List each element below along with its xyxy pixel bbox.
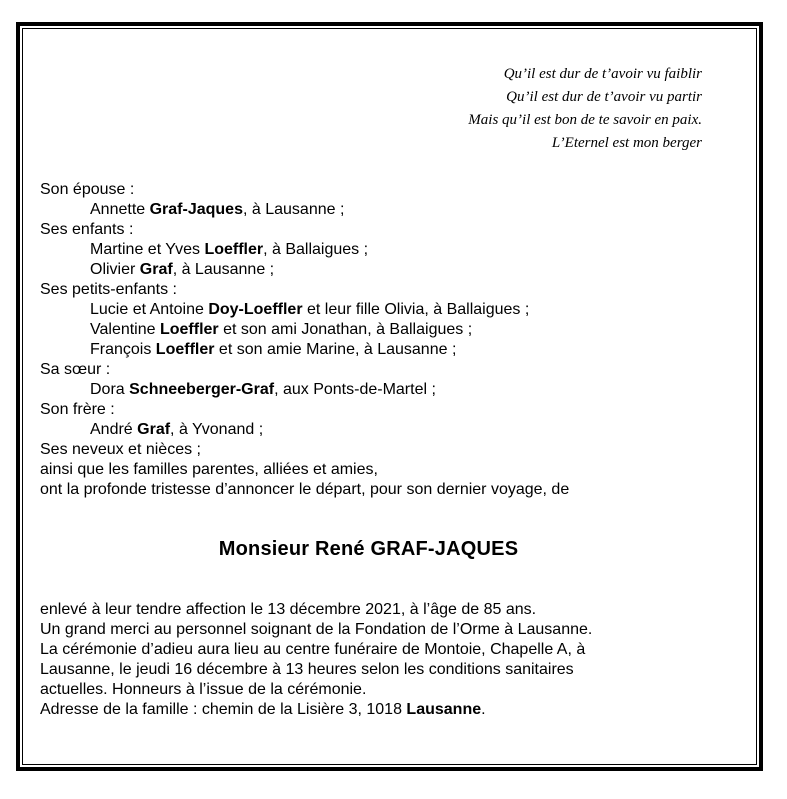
text-segment: Ses petits-enfants : bbox=[40, 281, 177, 298]
text-segment: Olivier bbox=[90, 261, 140, 278]
family-line bbox=[40, 440, 756, 460]
name-emphasis: Loeffler bbox=[159, 321, 219, 338]
text-segment: Adresse de la famille : chemin de la Lisière 3, 1018 bbox=[40, 701, 407, 718]
memorial-verse bbox=[23, 63, 702, 155]
family-line bbox=[40, 180, 756, 200]
text-segment: , aux Ponts-de-Martel ; bbox=[274, 381, 436, 398]
text-segment: et leur fille Olivia, à Ballaigues ; bbox=[302, 301, 530, 318]
text-segment: L’Eternel est mon berger bbox=[551, 135, 702, 151]
text-segment: Qu’il est dur de t’avoir vu faiblir bbox=[503, 66, 702, 82]
text-segment: Son épouse : bbox=[40, 181, 135, 198]
text-segment: André bbox=[90, 421, 138, 438]
name-emphasis: Loeffler bbox=[204, 241, 264, 258]
text-segment: , à Lausanne ; bbox=[172, 261, 275, 278]
verse-line bbox=[23, 86, 702, 109]
deceased-name-title: Monsieur René GRAF-JAQUES bbox=[218, 538, 519, 560]
text-segment: Mais qu’il est bon de te savoir en paix. bbox=[468, 112, 702, 128]
text-segment: enlevé à leur tendre affection le 13 décembre 2021, à l’âge de 85 ans. bbox=[40, 601, 537, 618]
family-line bbox=[40, 340, 756, 360]
family-line bbox=[40, 420, 756, 440]
text-segment: et son amie Marine, à Lausanne ; bbox=[214, 341, 457, 358]
details-line bbox=[40, 640, 756, 660]
text-segment: , à Yvonand ; bbox=[170, 421, 264, 438]
verse-line bbox=[23, 63, 702, 86]
name-emphasis: Graf-Jaques bbox=[149, 201, 243, 218]
family-line bbox=[40, 240, 756, 260]
text-segment: Lucie et Antoine bbox=[90, 301, 209, 318]
details-line bbox=[40, 660, 756, 680]
verse-line bbox=[23, 132, 702, 155]
verse-line bbox=[23, 109, 702, 132]
text-segment: Un grand merci au personnel soignant de la Fondation de l’Orme à Lausanne. bbox=[40, 621, 593, 638]
family-line bbox=[40, 300, 756, 320]
text-segment: ainsi que les familles parentes, alliées et amies, bbox=[40, 461, 378, 478]
text-segment: Sa sœur : bbox=[40, 361, 111, 378]
text-segment: et son ami Jonathan, à Ballaigues ; bbox=[218, 321, 473, 338]
text-segment: Son frère : bbox=[40, 401, 115, 418]
text-segment: . bbox=[481, 701, 486, 718]
text-segment: Ses enfants : bbox=[40, 221, 134, 238]
text-segment: , à Lausanne ; bbox=[242, 201, 345, 218]
family-line bbox=[40, 280, 756, 300]
text-segment: actuelles. Honneurs à l’issue de la cérémonie. bbox=[40, 681, 367, 698]
family-line bbox=[40, 460, 756, 480]
text-segment: Ses neveux et nièces ; bbox=[40, 441, 201, 458]
details-line bbox=[40, 700, 756, 720]
document-inner-frame bbox=[22, 28, 757, 765]
family-line bbox=[40, 380, 756, 400]
details-line bbox=[40, 620, 756, 640]
text-segment: François bbox=[90, 341, 156, 358]
name-emphasis: Graf bbox=[139, 261, 173, 278]
text-segment: Valentine bbox=[90, 321, 160, 338]
text-segment: La cérémonie d’adieu aura lieu au centre funéraire de Montoie, Chapelle A, à bbox=[40, 641, 586, 658]
family-line bbox=[40, 220, 756, 240]
text-segment: Annette bbox=[90, 201, 150, 218]
name-emphasis: Graf bbox=[137, 421, 171, 438]
name-emphasis: Loeffler bbox=[155, 341, 215, 358]
family-line bbox=[40, 400, 756, 420]
name-emphasis: Schneeberger-Graf bbox=[129, 381, 275, 398]
text-segment: ont la profonde tristesse d’annoncer le départ, pour son dernier voyage, de bbox=[40, 481, 570, 498]
family-list bbox=[40, 180, 756, 500]
family-line bbox=[40, 320, 756, 340]
family-line bbox=[40, 480, 756, 500]
name-emphasis: Doy-Loeffler bbox=[208, 301, 303, 318]
family-line bbox=[40, 200, 756, 220]
text-segment: Martine et Yves bbox=[90, 241, 205, 258]
text-segment: Lausanne, le jeudi 16 décembre à 13 heures selon les conditions sanitaires bbox=[40, 661, 574, 678]
details-line bbox=[40, 600, 756, 620]
document-frame bbox=[16, 22, 763, 771]
ceremony-details bbox=[40, 600, 756, 720]
name-emphasis: Lausanne bbox=[406, 701, 482, 718]
text-segment: Dora bbox=[90, 381, 130, 398]
text-segment: Qu’il est dur de t’avoir vu partir bbox=[506, 89, 702, 105]
family-line bbox=[40, 260, 756, 280]
text-segment: , à Ballaigues ; bbox=[263, 241, 369, 258]
family-line bbox=[40, 360, 756, 380]
details-line bbox=[40, 680, 756, 700]
